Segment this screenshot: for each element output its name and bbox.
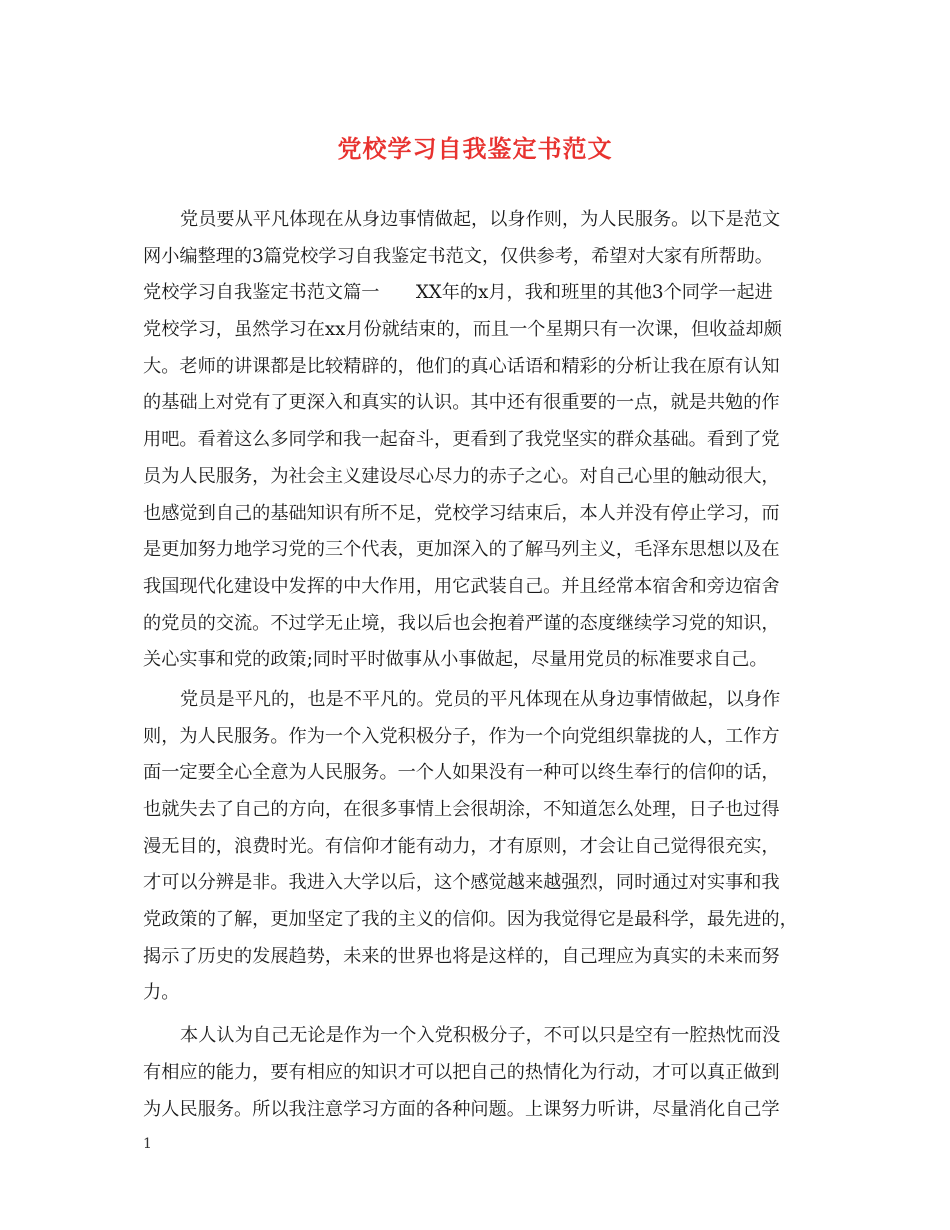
text-line: 也就失去了自己的方向，在很多事情上会很胡涂，不知道怎么处理，日子也过得 [143,799,780,820]
text-line: 党校学习，虽然学习在xx月份就结束的，而且一个星期只有一次课，但收益却颇 [143,319,782,341]
text-line: 党员是平凡的，也是不平凡的。党员的平凡体现在从身边事情做起，以身作 [180,688,781,710]
text-line: 关心实事和党的政策;同时平时做事从小事做起，尽量用党员的标准要求自己。 [143,649,768,671]
text-line: 党政策的了解，更加坚定了我的主义的信仰。因为我觉得它是最科学，最先进的， [143,909,798,931]
text-line: 的党员的交流。不过学无止境，我以后也会抱着严谨的态度继续学习党的知识， [143,612,780,634]
text-line: 才可以分辨是非。我进入大学以后，这个感觉越来越强烈，同时通过对实事和我 [143,872,780,894]
text-line: 则，为人民服务。作为一个入党积极分子，作为一个向党组织靠拢的人，工作方 [143,725,780,747]
text-line: 为人民服务。所以我注意学习方面的各种问题。上课努力听讲，尽量消化自己学 [143,1098,780,1120]
text-line: 的基础上对党有了更深入和真实的认识。其中还有很重要的一点，就是共勉的作 [143,392,780,414]
text-line: 用吧。看着这么多同学和我一起奋斗，更看到了我党坚实的群众基础。看到了党 [143,429,780,451]
text-line: 是更加努力地学习党的三个代表，更加深入的了解马列主义，毛泽东思想以及在 [143,539,780,561]
text-line: 网小编整理的3篇党校学习自我鉴定书范文，仅供参考，希望对大家有所帮助。 [143,245,773,267]
page-number: 1 [143,1136,152,1152]
text-line: 党校学习自我鉴定书范文篇一 XX年的x月，我和班里的其他3个同学一起进 [143,282,773,304]
text-line: 员为人民服务，为社会主义建设尽心尽力的赤子之心。对自己心里的触动很大， [143,465,780,487]
text-line: 面一定要全心全意为人民服务。一个人如果没有一种可以终生奉行的信仰的话， [143,762,780,784]
document-body [143,202,823,1128]
text-line: 也感觉到自己的基础知识有所不足，党校学习结束后，本人并没有停止学习，而 [143,502,780,524]
document-title: 党校学习自我鉴定书范文 [337,134,613,163]
text-line: 有相应的能力，要有相应的知识才可以把自己的热情化为行动，才可以真正做到 [143,1061,780,1083]
text-line: 揭示了历史的发展趋势，未来的世界也将是这样的，自己理应为真实的未来而努 [143,945,780,967]
text-line: 大。老师的讲课都是比较精辟的，他们的真心话语和精彩的分析让我在原有认知 [143,355,780,377]
text-line: 漫无目的，浪费时光。有信仰才能有动力，才有原则，才会让自己觉得很充实， [143,835,780,857]
text-line: 力。 [143,982,180,1004]
text-line: 我国现代化建设中发挥的中大作用，用它武装自己。并且经常本宿舍和旁边宿舍 [143,575,780,597]
text-line: 本人认为自己无论是作为一个入党积极分子，不可以只是空有一腔热忱而没 [180,1025,781,1047]
text-line: 党员要从平凡体现在从身边事情做起，以身作则，为人民服务。以下是范文 [180,209,781,230]
